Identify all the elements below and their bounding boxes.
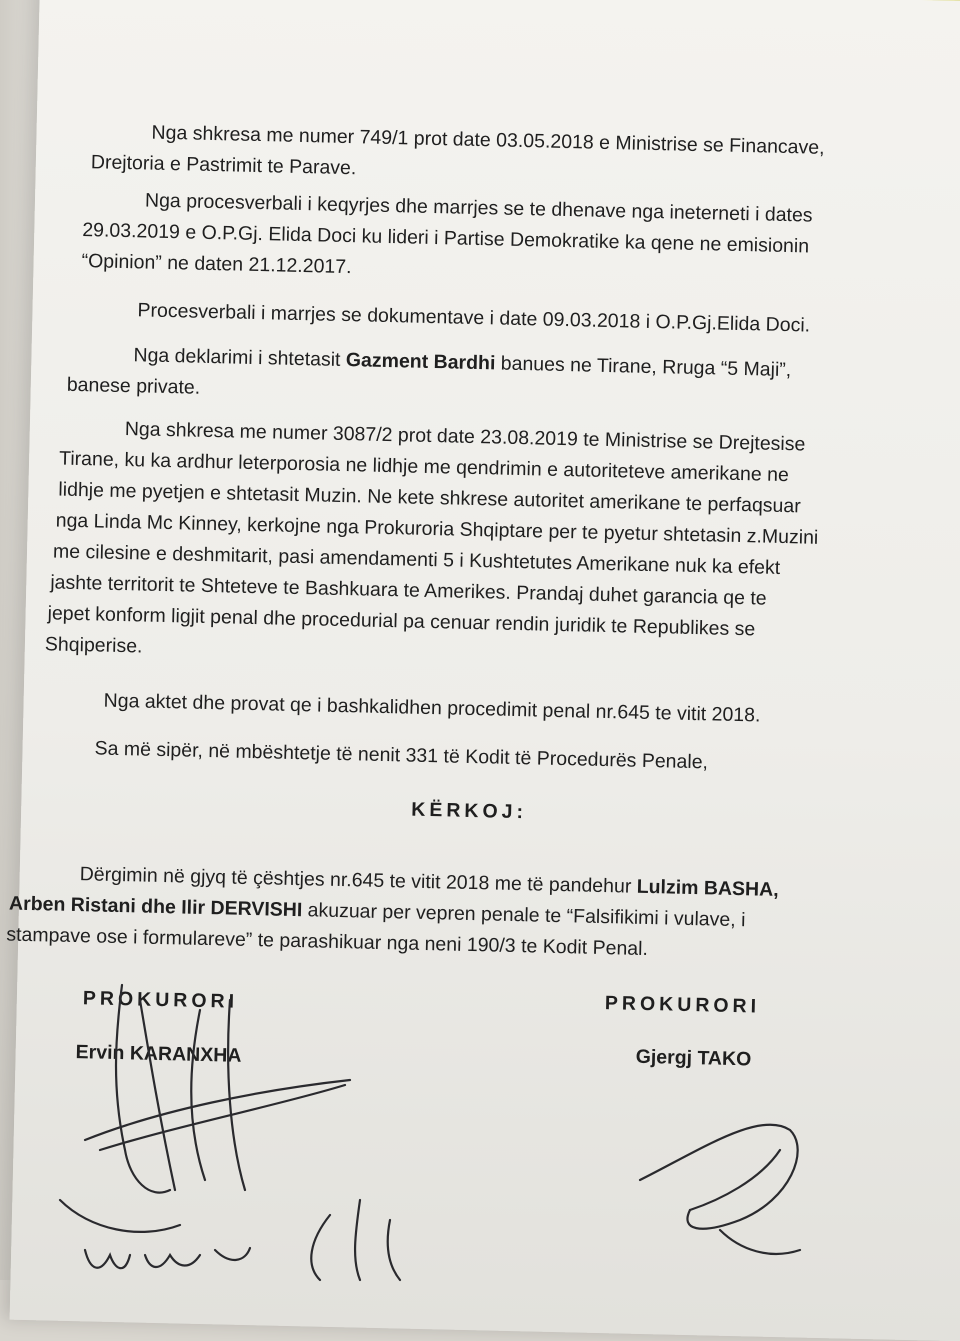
paragraph-5-line-2: Tirane, ku ka ardhur leterporosia ne lidhje me qendrimin e autoriteteve amerikane ne bbox=[58, 447, 790, 487]
paragraph-4-prefix: Nga deklarimi i shtetasit bbox=[133, 344, 347, 372]
paragraph-5-line-5: me cilesine e deshmitarit, pasi amendamenti 5 i Kushtetutes Amerikane nuk ka efekt bbox=[52, 540, 781, 579]
paragraph-2-line-3: “Opinion” ne daten 21.12.2017. bbox=[81, 250, 352, 279]
paragraph-4-line-2: banese private. bbox=[66, 373, 201, 399]
right-prosecutor-name: Gjergj TAKO bbox=[635, 1045, 752, 1071]
paragraph-2-line-1: Nga procesverbali i keqyrjes dhe marrjes se te dhenave nga ineterneti i dates bbox=[144, 189, 813, 227]
paragraph-8-text-2: akuzuar per vepren penale te “Falsifikimi i vulave, i bbox=[301, 899, 746, 932]
paragraph-6-line-1: Nga aktet dhe provat qe i bashkalidhen procedimit penal nr.645 te vitit 2018. bbox=[103, 689, 761, 727]
paragraph-5-line-7: jepet konform ligjit penal dhe procedurial pa cenuar rendin juridik te Republikes se bbox=[47, 602, 756, 641]
left-prosecutor-title: PROKURORI bbox=[82, 987, 239, 1013]
person-name: Gazment Bardhi bbox=[345, 349, 496, 375]
right-prosecutor-title: PROKURORI bbox=[604, 992, 761, 1018]
paragraph-8-line-3: stampave ose i formulareve” te parashikuar nga neni 190/3 te Kodit Penal. bbox=[6, 923, 649, 961]
paragraph-1-line-2: Drejtoria e Pastrimit te Parave. bbox=[90, 151, 357, 180]
paragraph-5-line-4: nga Linda Mc Kinney, kerkojne nga Prokuroria Shqiptare per te pyetur shtetasin z.Muzini bbox=[55, 509, 819, 549]
left-prosecutor-name: Ervin KARANXHA bbox=[75, 1041, 242, 1067]
paragraph-8-text-1: Dërgimin në gjyq të çështjes nr.645 te vitit 2018 me të pandehur bbox=[79, 863, 638, 898]
paragraph-5-line-3: lidhje me pyetjen e shtetasit Muzin. Ne kete shkrese autoritet amerikane te perfaqsuar bbox=[58, 478, 801, 518]
paragraph-7-line-1: Sa më sipër, në mbështetje të nenit 331 të Kodit të Procedurës Penale, bbox=[94, 737, 709, 774]
paragraph-3-line-1: Procesverbali i marrjes se dokumentave i date 09.03.2018 i O.P.Gj.Elida Doci. bbox=[137, 299, 811, 337]
paragraph-2-line-2: 29.03.2019 e O.P.Gj. Elida Doci ku lideri i Partise Demokratike ka qene ne emisionin bbox=[82, 219, 810, 258]
paragraph-5-line-8: Shqiperise. bbox=[44, 633, 143, 658]
defendant-names-2: Arben Ristani dhe Ilir DERVISHI bbox=[8, 892, 303, 922]
defendant-name-1: Lulzim BASHA, bbox=[636, 875, 779, 901]
request-heading: KËRKOJ: bbox=[411, 798, 528, 824]
paragraph-5-line-1: Nga shkresa me numer 3087/2 prot date 23.08.2019 te Ministrise se Drejtesise bbox=[124, 418, 806, 456]
paragraph-5-line-6: jashte territorit te Shteteve te Bashkuara te Amerikes. Prandaj duhet garancia qe te bbox=[50, 571, 767, 610]
paragraph-1-line-1: Nga shkresa me numer 749/1 prot date 03.05.2018 e Ministrise se Financave, bbox=[151, 121, 825, 159]
paragraph-4-suffix: banues ne Tirane, Rruga “5 Maji”, bbox=[495, 352, 792, 382]
